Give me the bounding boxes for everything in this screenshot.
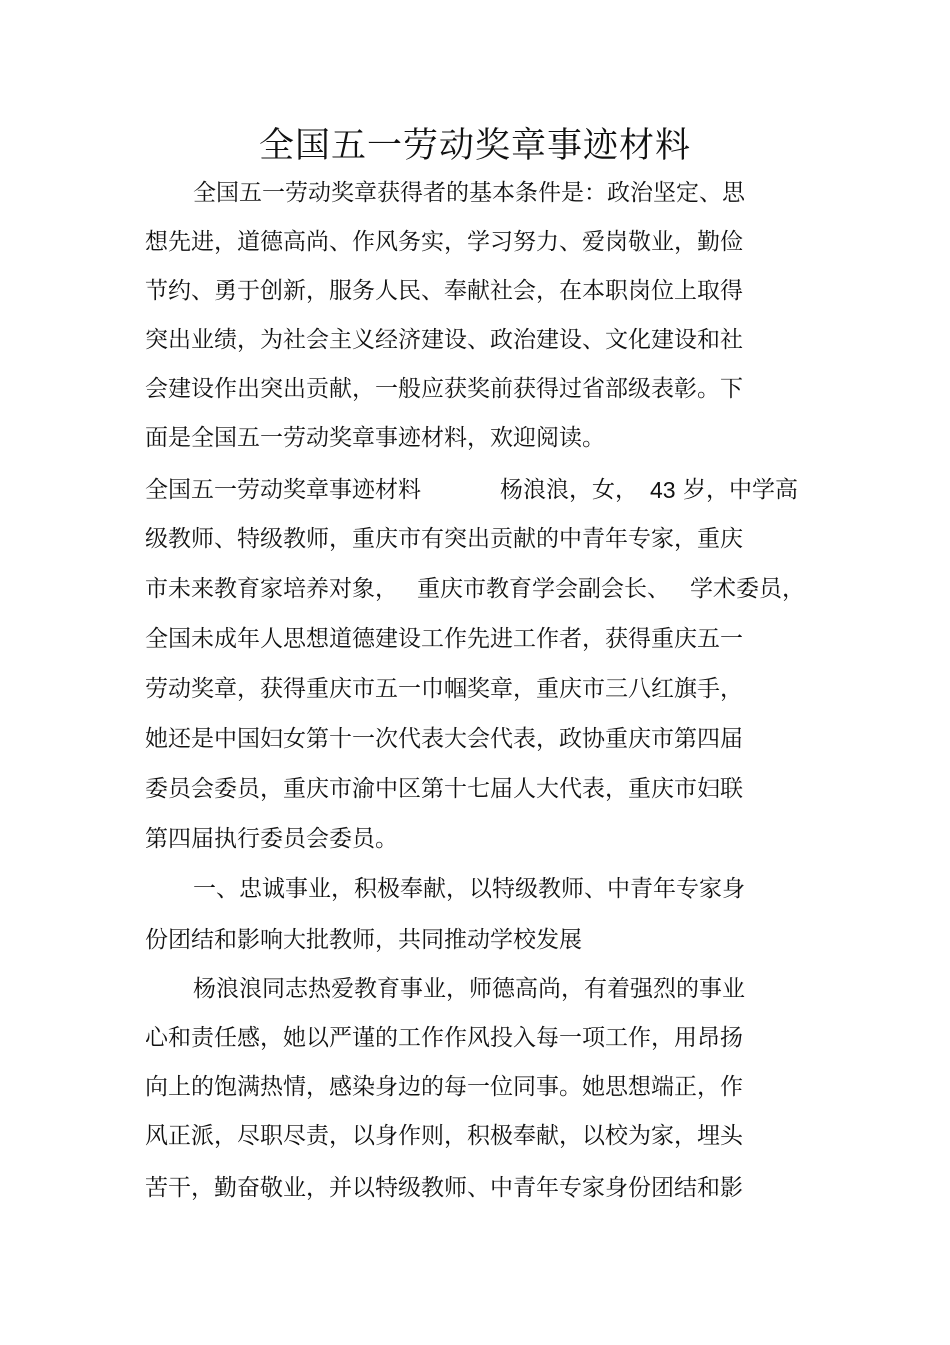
profile-text-line: 级教师、特级教师，重庆市有突出贡献的中青年专家，重庆 — [145, 526, 743, 552]
body-line: 风正派，尽职尽责，以身作则，积极奉献，以校为家，埋头 — [145, 1123, 743, 1149]
body-line: 苦干，勤奋敬业，并以特级教师、中青年专家身份团结和影 — [145, 1175, 743, 1201]
section-heading-line: 份团结和影响大批教师，共同推动学校发展 — [145, 927, 582, 953]
profile-age: 43 — [650, 477, 676, 503]
profile-text-line: 委员会委员，重庆市渝中区第十七届人大代表，重庆市妇联 — [145, 776, 743, 802]
profile-segment: 学术委员， — [690, 576, 805, 602]
profile-heading: 全国五一劳动奖章事迹材料 — [145, 477, 421, 503]
profile-name: 杨浪浪，女， — [500, 477, 638, 503]
profile-segment: 重庆市教育学会副会长、 — [417, 576, 670, 602]
intro-line: 突出业绩，为社会主义经济建设、政治建设、文化建设和社 — [145, 327, 743, 353]
intro-line: 全国五一劳动奖章获得者的基本条件是：政治坚定、思 — [193, 180, 745, 206]
intro-line: 节约、勇于创新，服务人民、奉献社会，在本职岗位上取得 — [145, 278, 743, 304]
profile-text-line: 她还是中国妇女第十一次代表大会代表，政协重庆市第四届 — [145, 726, 743, 752]
profile-rest: 岁，中学高 — [683, 477, 798, 503]
profile-text-line: 全国未成年人思想道德建设工作先进工作者，获得重庆五一 — [145, 626, 743, 652]
intro-line: 面是全国五一劳动奖章事迹材料，欢迎阅读。 — [145, 425, 605, 451]
intro-line: 会建设作出突出贡献，一般应获奖前获得过省部级表彰。下 — [145, 376, 743, 402]
profile-line — [145, 475, 825, 505]
intro-line: 想先进，道德高尚、作风务实，学习努力、爱岗敬业，勤俭 — [145, 229, 743, 255]
body-line: 向上的饱满热情，感染身边的每一位同事。她思想端正，作 — [145, 1074, 743, 1100]
profile-text-line: 劳动奖章，获得重庆市五一巾帼奖章，重庆市三八红旗手， — [145, 676, 743, 702]
document-title: 全国五一劳动奖章事迹材料 — [258, 126, 691, 166]
profile-text-line: 第四届执行委员会委员。 — [145, 826, 398, 852]
profile-text-line — [145, 574, 825, 604]
section-heading-line: 一、忠诚事业，积极奉献，以特级教师、中青年专家身 — [193, 876, 745, 902]
profile-segment: 市未来教育家培养对象， — [145, 576, 398, 602]
body-line: 心和责任感，她以严谨的工作作风投入每一项工作，用昂扬 — [145, 1025, 743, 1051]
body-line: 杨浪浪同志热爱教育事业，师德高尚，有着强烈的事业 — [193, 976, 745, 1002]
